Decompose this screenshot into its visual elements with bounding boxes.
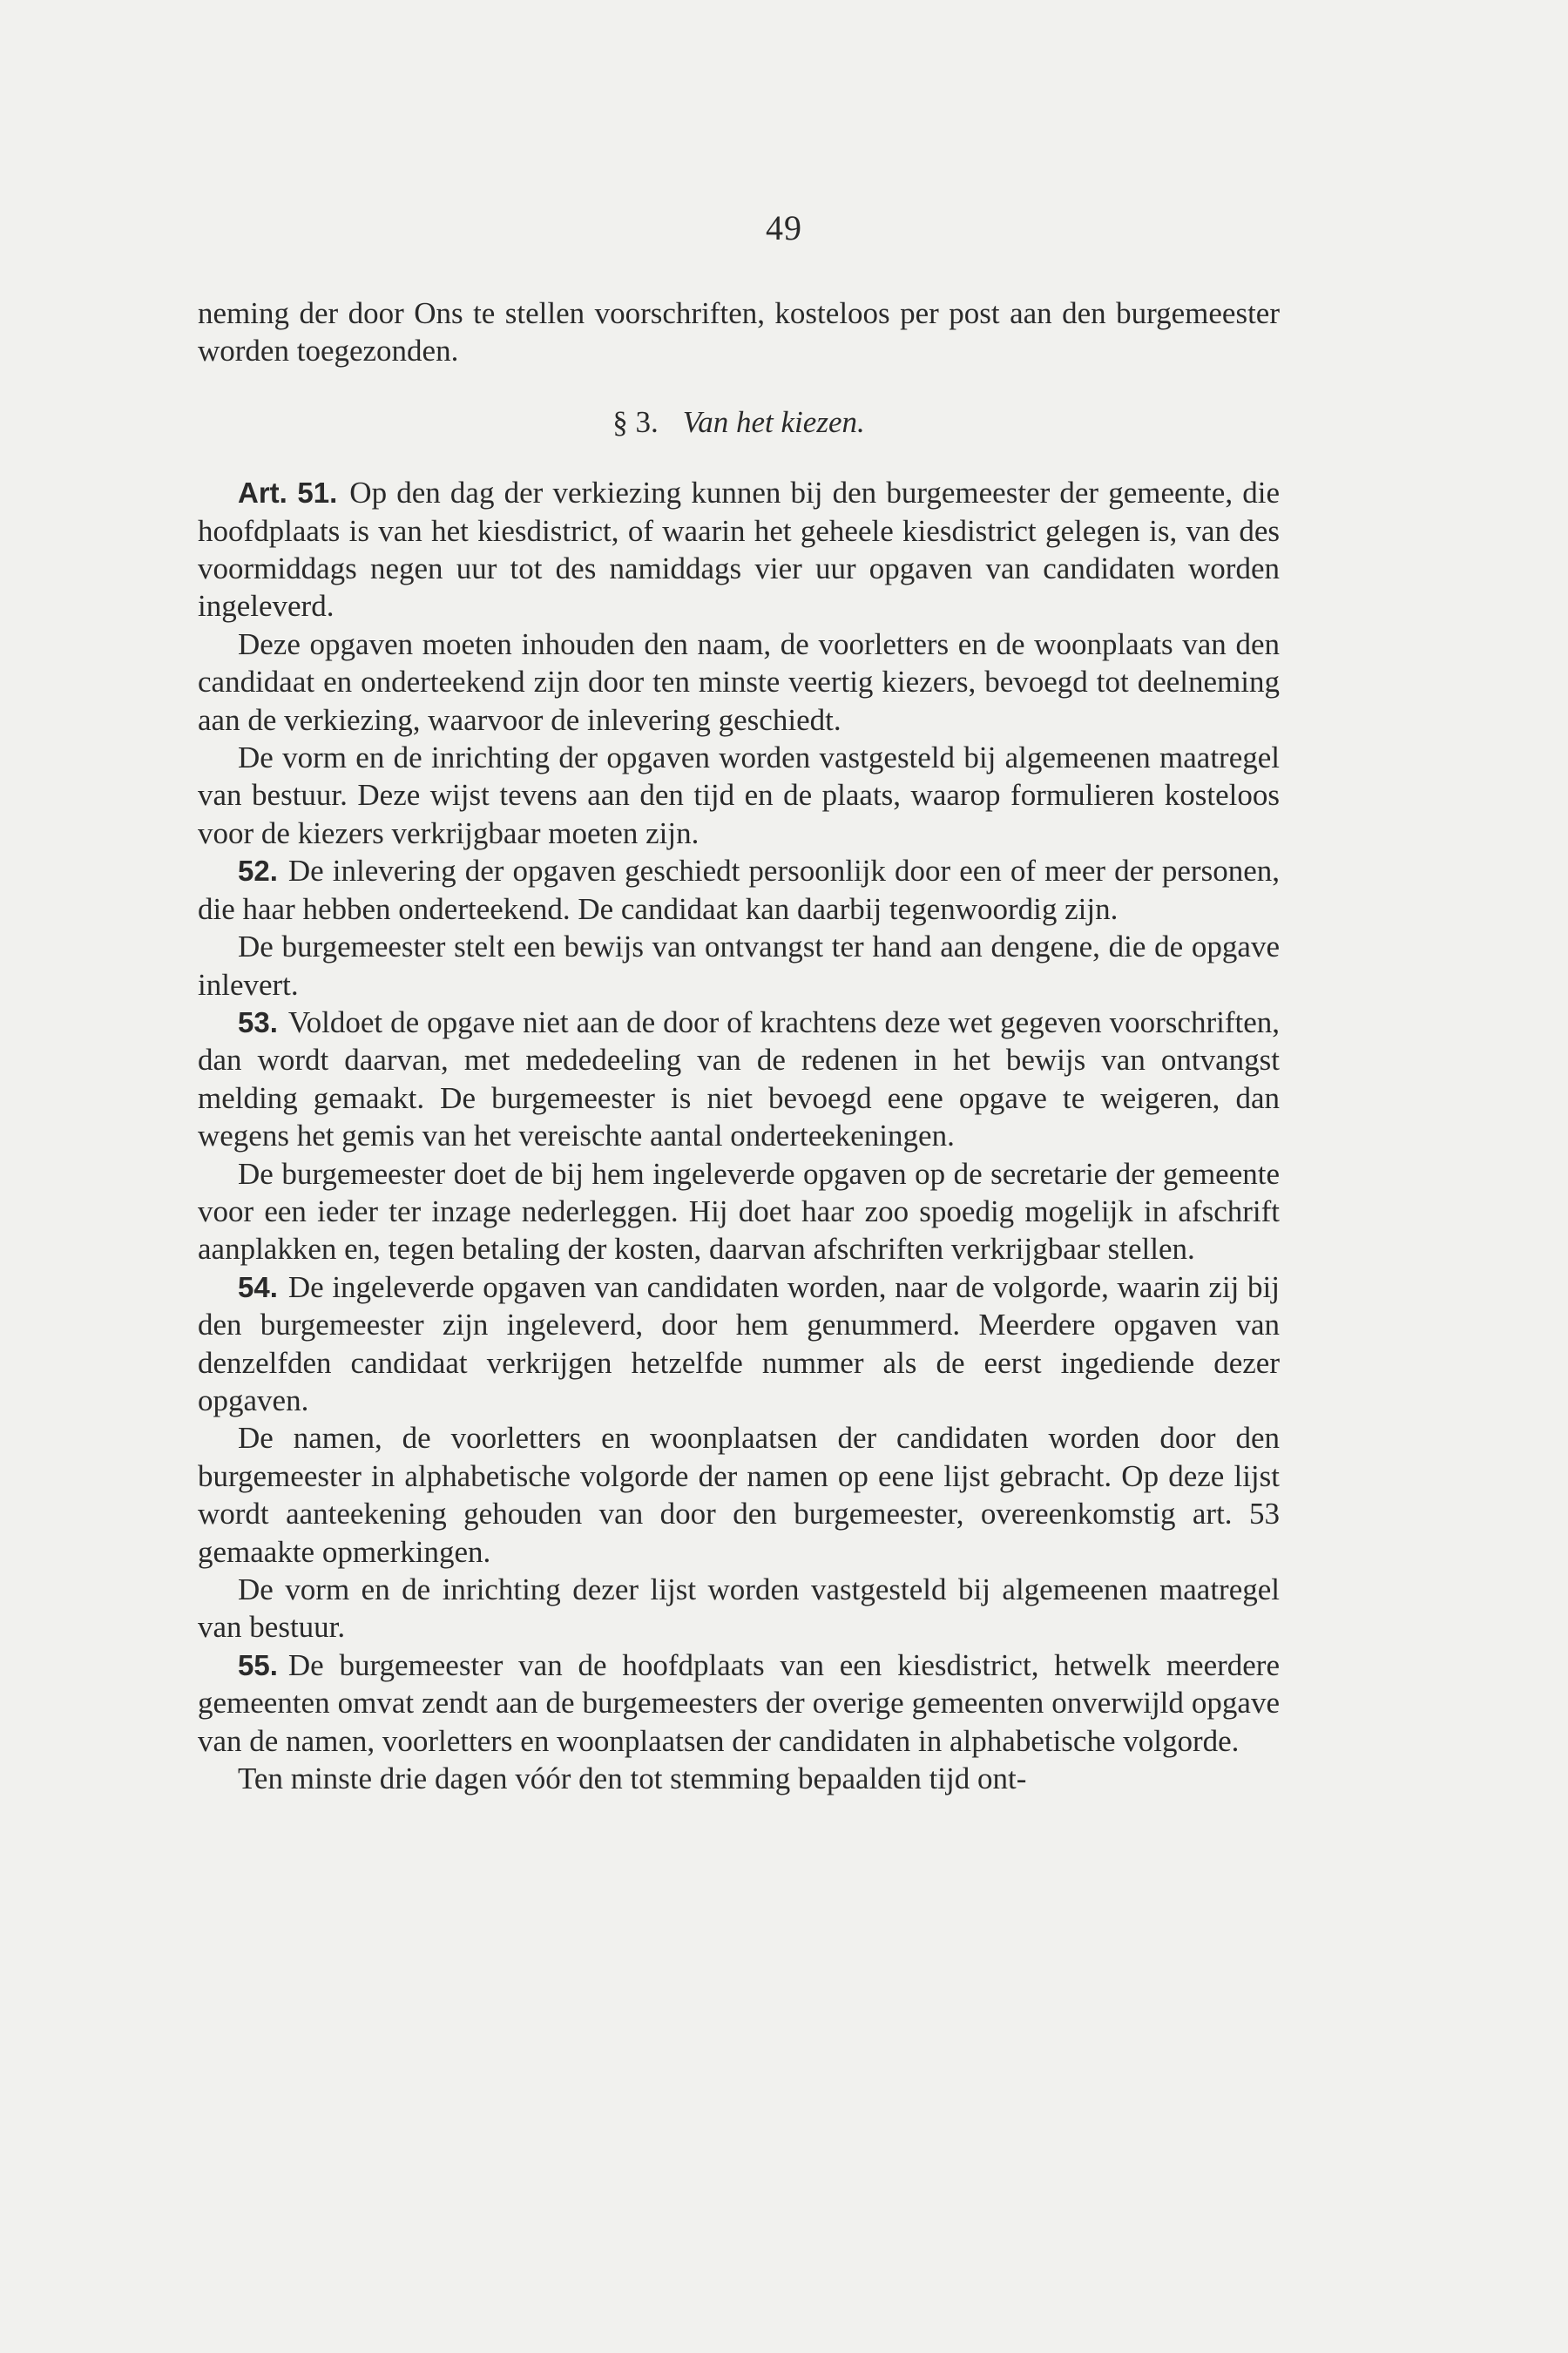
article-label: Art. 51. [238,477,338,510]
body-text [198,294,1280,1797]
article-52-paragraph-1: 52. De inlevering der opgaven geschiedt persoonlijk door een of meer der personen, die haar hebben onderteekend. De candidaat kan daarbij tegenwoordig zijn. [198,854,1280,926]
article-54-paragraph-1: 54. De ingeleverde opgaven van candidaten worden, naar de volgorde, waarin zij bij den burgemeester zijn ingeleverd, door hem genummerd. Meerdere opgaven van denzelfden candidaat verkrijgen hetzelfde nummer als de eerst ingediende dezer opgaven. [198,1269,1280,1417]
page-number: 49 [766,208,802,247]
article-51-paragraph-3: De vorm en de inrichting der opgaven worden vastgesteld bij algemeenen maatregel van bestuur. Deze wijst tevens aan den tijd en de plaats, waarop formulieren kosteloos voor de kiezers verkrijgbaar moeten zijn. [198,740,1280,850]
article-55-paragraph-2: Ten minste drie dagen vóór den tot stemming bepaalden tijd ont- [238,1761,1027,1796]
article-53-paragraph-1: 53. Voldoet de opgave niet aan de door of krachtens deze wet gegeven voorschriften, dan wordt daarvan, met mededeeling van de redenen in het bewijs van ontvangst melding gemaakt. De burgemeester is niet bevoegd eene opgave te weigeren, dan wegens het gemis van het vereischte aantal onderteekeningen. [198,1004,1280,1153]
article-51-paragraph-2: Deze opgaven moeten inhouden den naam, de voorletters en de woonplaats van den candidaat en onderteekend zijn door ten minste veertig kiezers, bevoegd tot deelneming aan de verkiezing, waarvoor de inlevering geschiedt. [198,626,1280,737]
article-label: 52. [238,855,278,888]
article-53-paragraph-2: De burgemeester doet de bij hem ingeleverde opgaven op de secretarie der gemeente voor een ieder ter inzage nederleggen. Hij doet haar zoo spoedig mogelijk in afschrift aanplakken en, tegen betaling der kosten, daarvan afschriften verkrijgbaar stellen. [198,1156,1280,1267]
intro-paragraph: neming der door Ons te stellen voorschriften, kosteloos per post aan den burgemeester worden toegezonden. [198,296,1280,369]
article-52-paragraph-2: De burgemeester stelt een bewijs van ontvangst ter hand aan dengene, die de opgave inlevert. [198,930,1280,1002]
article-54-paragraph-3: De vorm en de inrichting dezer lijst worden vastgesteld bij algemeenen maatregel van bestuur. [198,1572,1280,1645]
article-55-paragraph-1: 55. De burgemeester van de hoofdplaats van een kiesdistrict, hetwelk meerdere gemeenten omvat zendt aan de burgemeesters der overige gemeenten onverwijld opgave van de namen, voorletters en woonplaatsen der candidaten in alphabetische volgorde. [198,1647,1280,1758]
section-title: Van het kiezen. [682,404,865,439]
article-label: 53. [238,1005,278,1038]
article-54-paragraph-2: De namen, de voorletters en woonplaatsen der candidaten worden door den burgemeester in alphabetische volgorde der namen op eene lijst gebracht. Op deze lijst wordt aanteekening gehouden van door den burgemeester, overeenkomstig art. 53 gemaakte opmerkingen. [198,1421,1280,1569]
section-heading [198,403,1280,441]
section-symbol: § 3. [612,404,659,439]
article-51-paragraph-1: Art. 51. Op den dag der verkiezing kunnen bij den burgemeester der gemeente, die hoofdplaats is van het kiesdistrict, of waarin het geheele kiesdistrict gelegen is, van des voormiddags negen uur tot des namiddags vier uur opgaven van candidaten worden ingeleverd. [198,476,1281,624]
article-label: 55. [238,1648,278,1681]
article-label: 54. [238,1270,278,1303]
